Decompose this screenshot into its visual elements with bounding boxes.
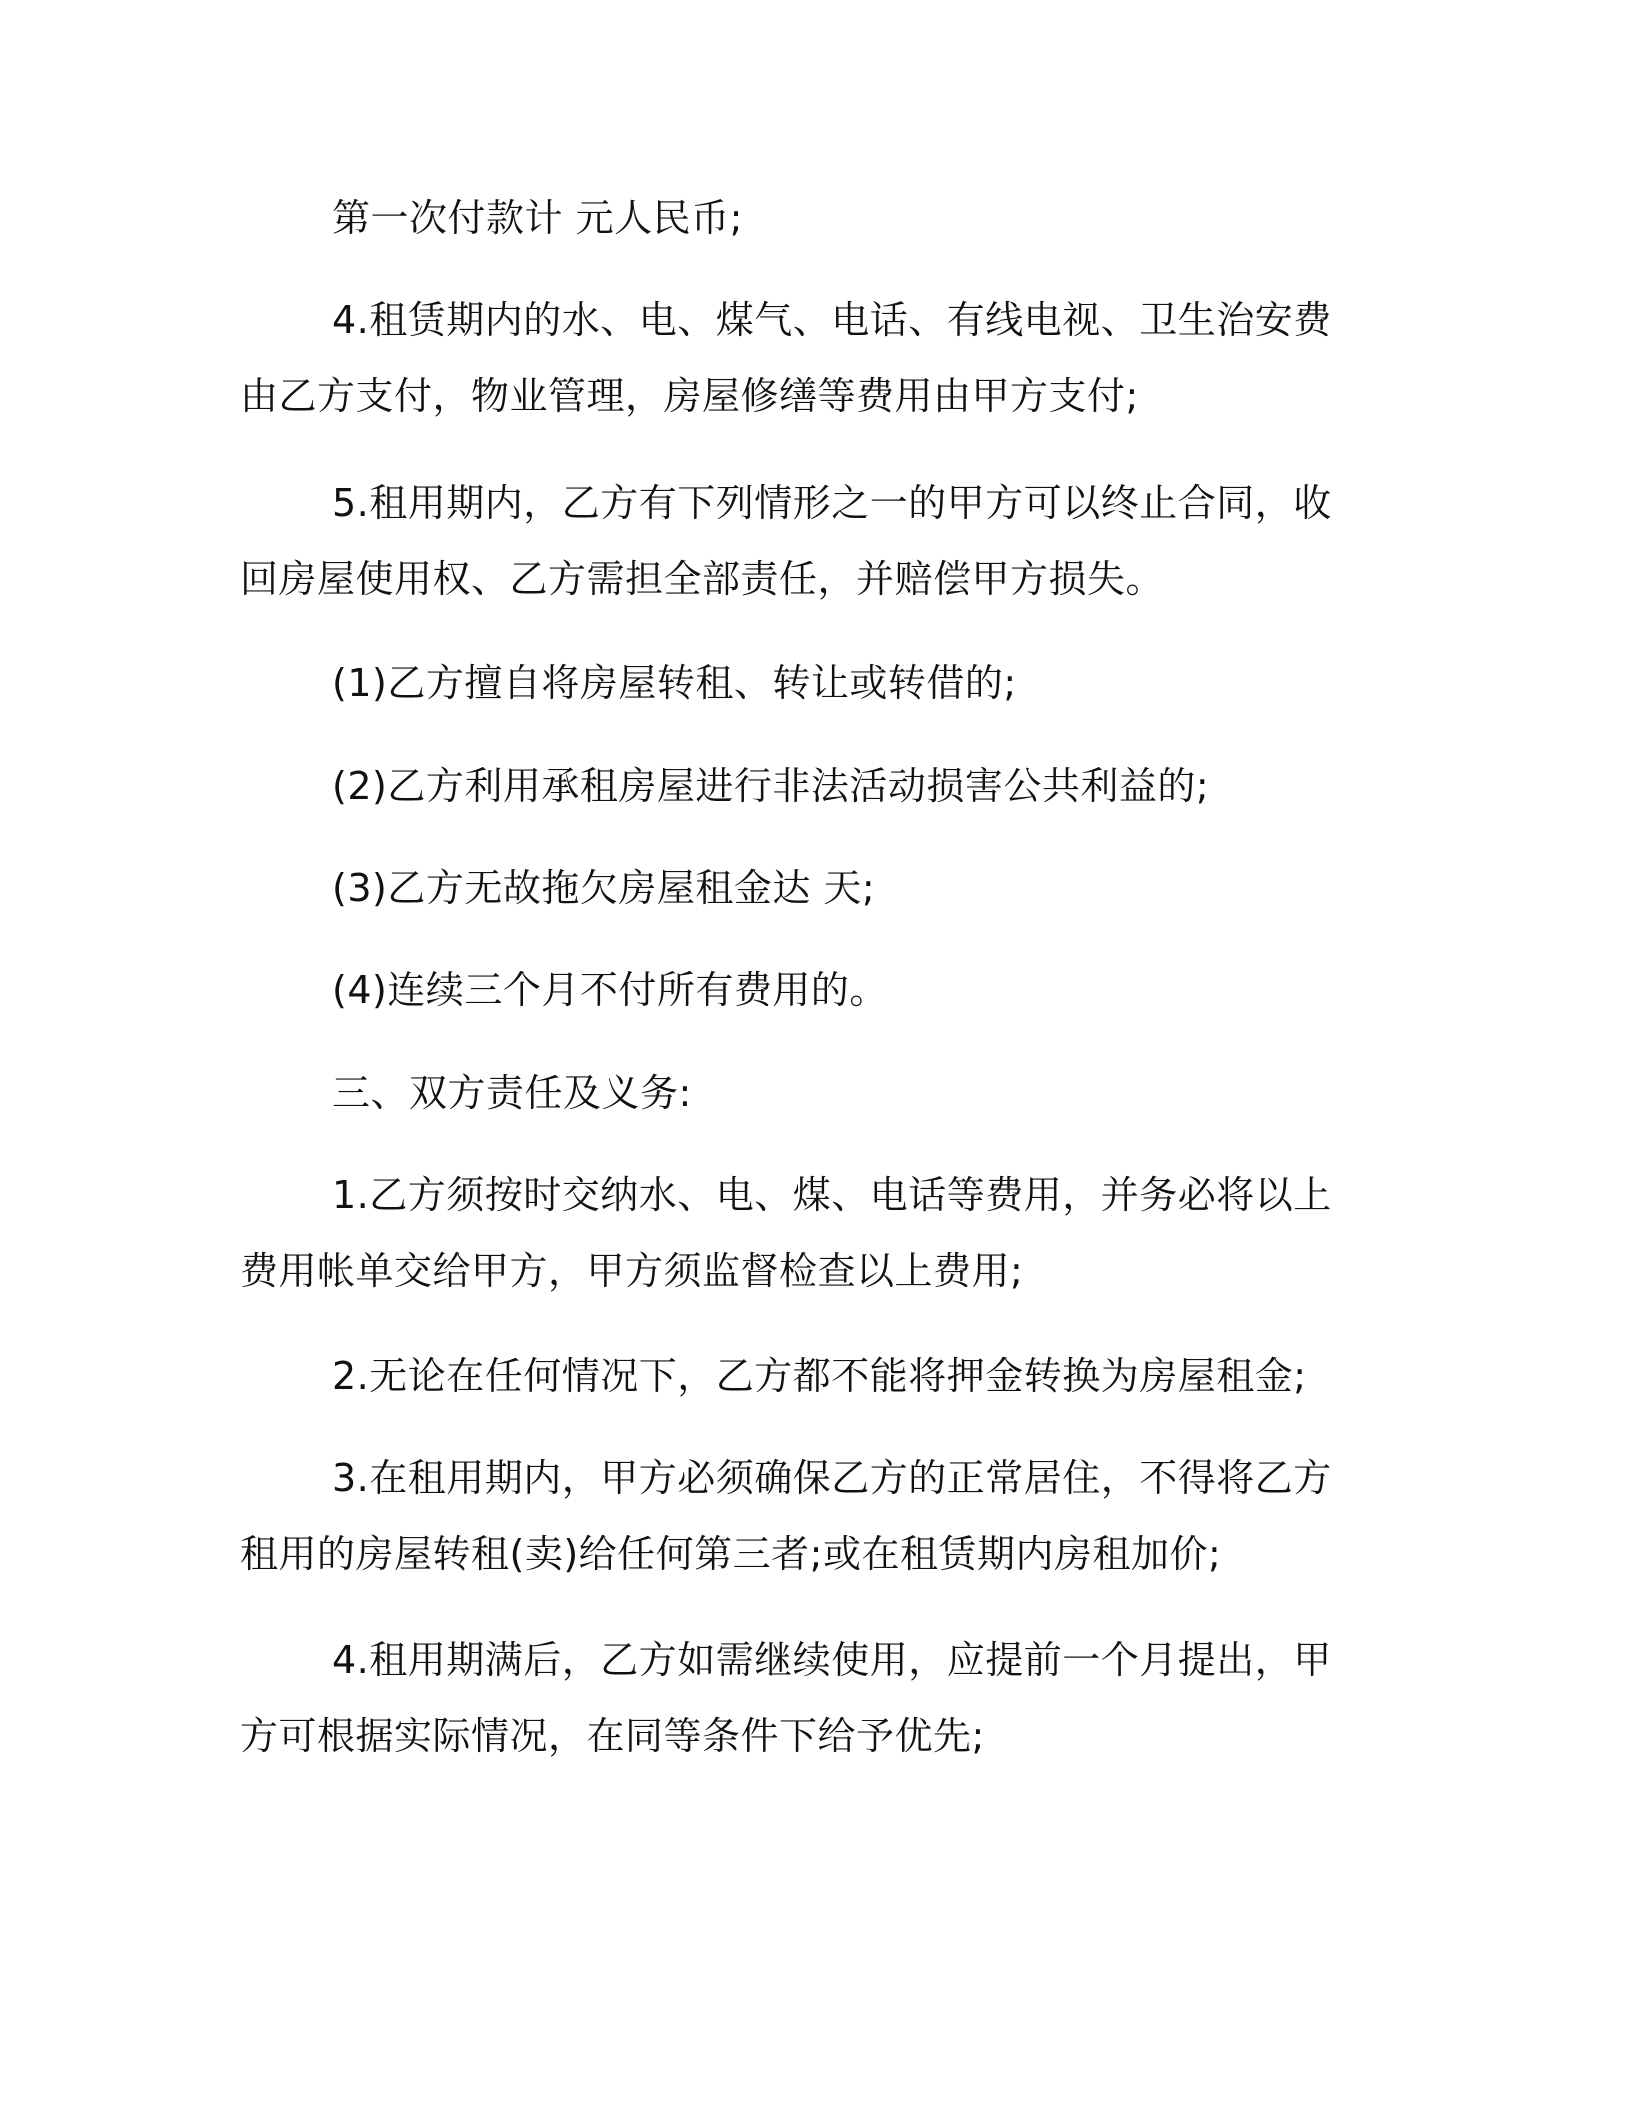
section-heading-responsibilities: 三、双方责任及义务: — [332, 1071, 692, 1115]
paragraph-duty-4: 4.租用期满后，乙方如需继续使用，应提前一个月提出，甲方可根据实际情况，在同等条件下给予优先; — [240, 1638, 1332, 1758]
paragraph-duty-2: 2.无论在任何情况下，乙方都不能将押金转换为房屋租金; — [332, 1354, 1307, 1398]
paragraph-duty-3: 3.在租用期内，甲方必须确保乙方的正常居住，不得将乙方租用的房屋转租(卖)给任何第三者;或在租赁期内房租加价; — [240, 1456, 1332, 1576]
paragraph-first-payment: 第一次付款计 元人民币; — [332, 196, 743, 240]
paragraph-condition-3: (3)乙方无故拖欠房屋租金达 天; — [332, 866, 876, 910]
paragraph-condition-4: (4)连续三个月不付所有费用的。 — [332, 968, 888, 1012]
paragraph-duty-1: 1.乙方须按时交纳水、电、煤、电话等费用，并务必将以上费用帐单交给甲方，甲方须监督检查以上费用; — [240, 1173, 1332, 1293]
paragraph-termination-conditions: 5.租用期内，乙方有下列情形之一的甲方可以终止合同，收回房屋使用权、乙方需担全部责任，并赔偿甲方损失。 — [240, 481, 1332, 601]
paragraph-utilities-fees: 4.租赁期内的水、电、煤气、电话、有线电视、卫生治安费由乙方支付，物业管理，房屋修缮等费用由甲方支付; — [240, 298, 1332, 418]
paragraph-condition-2: (2)乙方利用承租房屋进行非法活动损害公共利益的; — [332, 764, 1210, 808]
paragraph-condition-1: (1)乙方擅自将房屋转租、转让或转借的; — [332, 661, 1017, 705]
